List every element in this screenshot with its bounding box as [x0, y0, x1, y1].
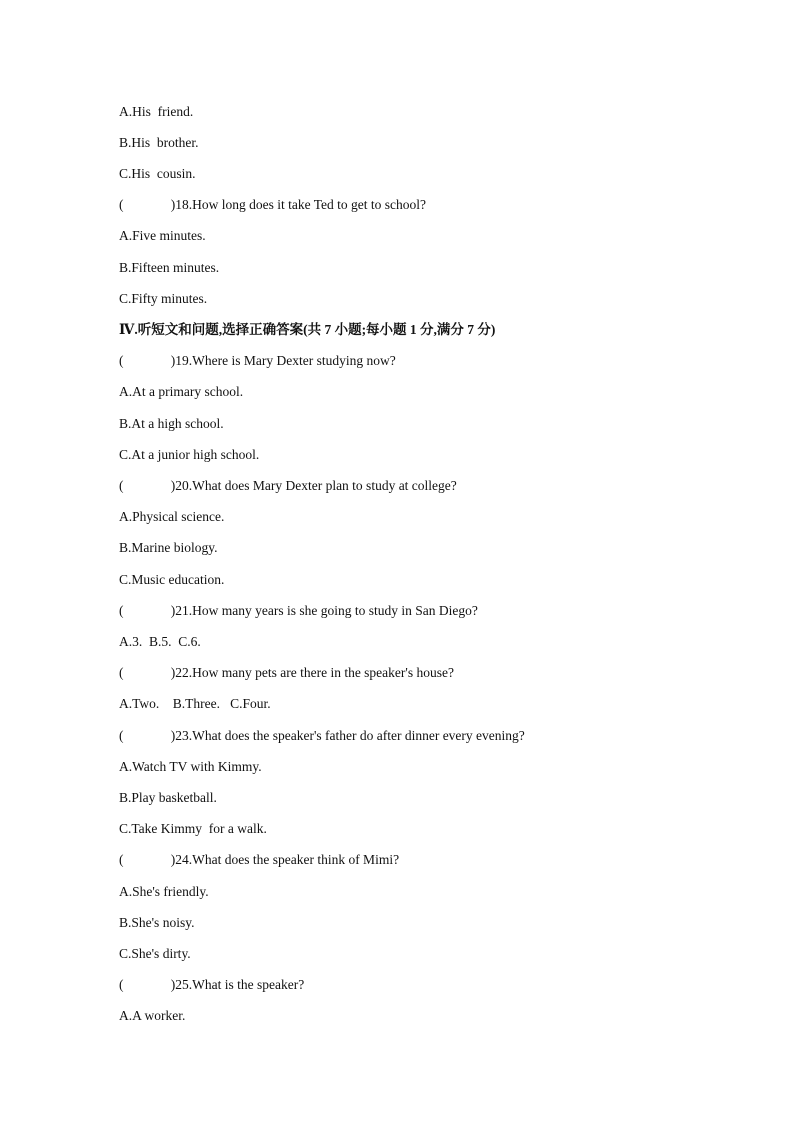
option-line: B.She's noisy. — [119, 915, 195, 930]
option-line: A.3. B.5. C.6. — [119, 634, 201, 649]
option-line: A.Two. B.Three. C.Four. — [119, 696, 271, 711]
option-line: B.Fifteen minutes. — [119, 260, 220, 275]
option-line: A.Watch TV with Kimmy. — [119, 759, 262, 774]
question-19: ( )19.Where is Mary Dexter studying now? — [119, 353, 396, 368]
option-line: C.Take Kimmy for a walk. — [119, 821, 267, 836]
option-line: A.Five minutes. — [119, 228, 206, 243]
option-line: C.She's dirty. — [119, 946, 191, 961]
option-line: A.His friend. — [119, 104, 194, 119]
option-line: A.She's friendly. — [119, 884, 209, 899]
question-23: ( )23.What does the speaker's father do after dinner every evening? — [119, 728, 525, 743]
section-heading: Ⅳ.听短文和问题,选择正确答案(共 7 小题;每小题 1 分,满分 7 分) — [119, 322, 496, 337]
option-line: A.Physical science. — [119, 509, 225, 524]
option-line: C.Fifty minutes. — [119, 291, 208, 306]
option-line: C.His cousin. — [119, 166, 196, 181]
question-24: ( )24.What does the speaker think of Mimi? — [119, 852, 400, 867]
option-line: B.Play basketball. — [119, 790, 217, 805]
question-18: ( )18.How long does it take Ted to get to school? — [119, 197, 427, 212]
question-25: ( )25.What is the speaker? — [119, 977, 305, 992]
option-line: A.A worker. — [119, 1008, 186, 1023]
option-line: B.Marine biology. — [119, 540, 218, 555]
option-line: A.At a primary school. — [119, 384, 244, 399]
option-line: C.At a junior high school. — [119, 447, 260, 462]
question-21: ( )21.How many years is she going to study in San Diego? — [119, 603, 478, 618]
option-line: B.His brother. — [119, 135, 199, 150]
question-22: ( )22.How many pets are there in the speaker's house? — [119, 665, 454, 680]
option-line: B.At a high school. — [119, 416, 224, 431]
question-20: ( )20.What does Mary Dexter plan to study at college? — [119, 478, 457, 493]
option-line: C.Music education. — [119, 572, 225, 587]
